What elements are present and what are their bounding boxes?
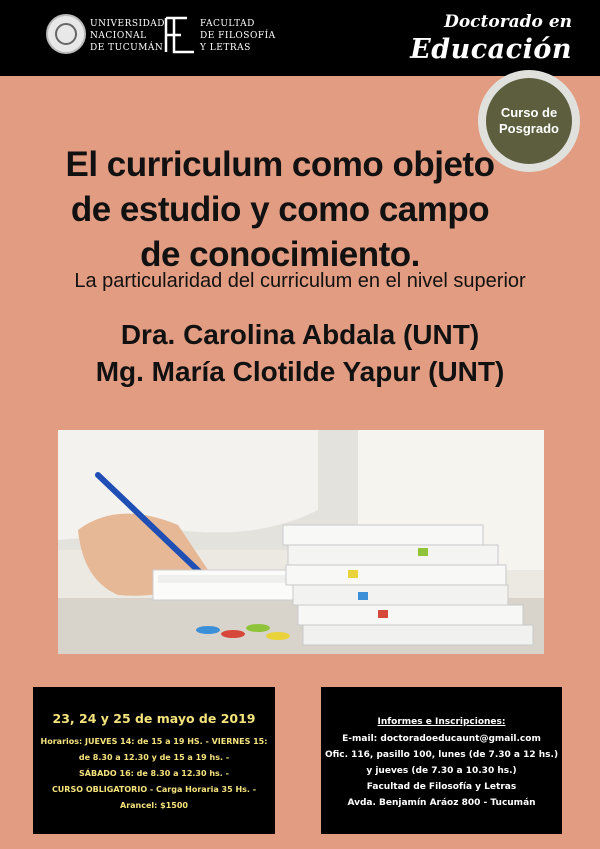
title-line: de estudio y como campo	[70, 190, 490, 229]
university-seal-icon	[46, 14, 86, 54]
paperwork-illustration	[58, 430, 544, 654]
contact-line: Facultad de Filosofía y Letras	[366, 782, 517, 792]
course-photo	[58, 430, 544, 654]
contact-line: Ofic. 116, pasillo 100, lunes (de 7.30 a 12 hs.)	[324, 750, 559, 760]
course-dates: 23, 24 y 25 de mayo de 2019	[52, 711, 256, 726]
title-line: El curriculum como objeto	[65, 145, 495, 184]
title-line: de conocimiento.	[140, 235, 420, 274]
contact-email: E-mail: doctoradoeducaunt@gmail.com	[342, 734, 541, 744]
schedule-line: de 8.30 a 12.30 y de 15 a 19 hs. -	[78, 753, 230, 762]
badge-line: Curso de	[500, 105, 558, 120]
faculty-name-line: Y LETRAS	[200, 43, 251, 53]
schedule-line: SÁBADO 16: de 8.30 a 12.30 hs. -	[79, 769, 229, 778]
schedule-box	[33, 687, 275, 834]
contact-details	[321, 731, 562, 811]
schedule-line: CURSO OBLIGATORIO - Carga Horaria 35 Hs. -	[51, 785, 257, 794]
contact-line: y jueves (de 7.30 a 10.30 hs.)	[366, 766, 517, 776]
contact-address: Avda. Benjamín Aráoz 800 - Tucumán	[347, 798, 536, 808]
program-title-line2: Educación	[410, 34, 572, 65]
course-badge-text	[499, 105, 559, 137]
speakers	[20, 316, 580, 390]
contact-box	[321, 687, 562, 834]
course-title	[20, 142, 540, 277]
header-bar	[0, 0, 600, 76]
schedule-details	[33, 734, 275, 814]
university-name-line: NACIONAL	[90, 31, 147, 41]
speaker-name: Dra. Carolina Abdala (UNT)	[120, 319, 480, 350]
contact-title: Informes e Inscripciones:	[377, 717, 506, 727]
faculty-name-line: DE FILOSOFÍA	[200, 31, 276, 41]
university-name	[90, 18, 165, 54]
course-subtitle: La particularidad del curriculum en el nivel superior	[74, 270, 526, 292]
university-name-line: DE TUCUMÁN	[90, 43, 164, 53]
speaker-name: Mg. María Clotilde Yapur (UNT)	[95, 356, 505, 387]
faculty-name-line: FACULTAD	[200, 19, 255, 29]
badge-line: Posgrado	[499, 121, 559, 136]
faculty-logo-icon	[163, 15, 197, 55]
faculty-name	[200, 18, 276, 54]
university-name-line: UNIVERSIDAD	[90, 19, 166, 29]
schedule-line: Arancel: $1500	[120, 801, 188, 810]
program-title-line1: Doctorado en	[444, 12, 572, 32]
schedule-line: Horarios: JUEVES 14: de 15 a 19 HS. - VIERNES 15:	[40, 737, 268, 746]
